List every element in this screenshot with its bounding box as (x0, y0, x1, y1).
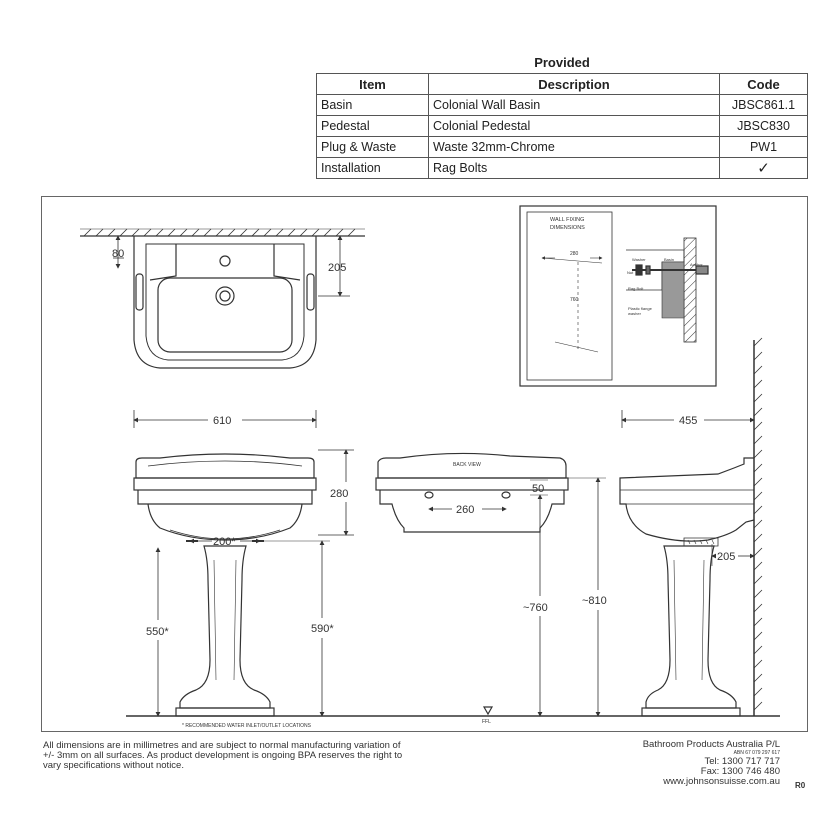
cell-item: Installation (317, 158, 429, 179)
ffl-label: FFL (482, 719, 491, 725)
column-header-code: Code (720, 74, 808, 95)
cell-code: PW1 (720, 137, 808, 158)
dim-200: 200* (213, 536, 236, 548)
plastic-flange-label-2: washer (628, 311, 641, 316)
cell-description: Colonial Pedestal (429, 116, 720, 137)
dim-455: 455 (679, 415, 698, 427)
dim-280: 280 (330, 488, 349, 500)
revision-label: R0 (795, 781, 806, 790)
column-header-description: Description (429, 74, 720, 95)
wall-fixing-title: WALL FIXING (550, 217, 585, 223)
plastic-flange-label: Plastic flange (628, 306, 652, 311)
cell-description: Waste 32mm-Chrome (429, 137, 720, 158)
dim-550: 550* (146, 626, 169, 638)
washer-label: Washer (632, 257, 646, 262)
anchor-label: Anchor (690, 262, 703, 267)
dim-610: 610 (213, 415, 232, 427)
company-name: Bathroom Products Australia P/L (642, 739, 780, 750)
dim-205-top: 205 (328, 262, 347, 274)
company-info (600, 740, 780, 787)
wall-fixing-760: 760 (570, 297, 579, 303)
disclaimer-line: vary specifications without notice. (43, 760, 184, 771)
dim-260: 260 (456, 504, 475, 516)
cell-item: Pedestal (317, 116, 429, 137)
cell-item: Basin (317, 95, 429, 116)
back-view (376, 453, 606, 716)
cell-description: Rag Bolts (429, 158, 720, 179)
dim-590: 590* (311, 623, 334, 635)
cell-code: JBSC830 (720, 116, 808, 137)
cell-description: Colonial Wall Basin (429, 95, 720, 116)
cell-item: Plug & Waste (317, 137, 429, 158)
checkmark-icon: ✓ (720, 158, 808, 179)
dim-80: 80 (112, 248, 125, 260)
provided-title: Provided (534, 55, 590, 70)
column-header-item: Item (317, 74, 429, 95)
disclaimer-line: +/- 3mm on all surfaces. As product development is ongoing BPA reserves the right to (43, 750, 403, 761)
cell-code: JBSC861.1 (720, 95, 808, 116)
back-view-label: BACK VIEW (453, 462, 481, 468)
disclaimer (43, 741, 463, 771)
dim-810: ~810 (582, 595, 607, 607)
company-fax: Fax: 1300 746 480 (700, 766, 780, 777)
recommended-note: * RECOMMENDED WATER INLET/OUTLET LOCATIONS (182, 723, 311, 729)
rag-bolt-label: Rag Bolt (628, 286, 644, 291)
dim-205-side: 205 (717, 551, 736, 563)
side-view (620, 338, 762, 716)
disclaimer-line: All dimensions are in millimetres and are subject to normal manufacturing variation of (43, 740, 401, 751)
nut-label: Nut (627, 270, 634, 275)
basin-label: Basin (664, 257, 675, 262)
company-tel: Tel: 1300 717 717 (704, 756, 780, 767)
company-web: www.johnsonsuisse.com.au (663, 776, 780, 787)
wall-fixing-inset (520, 206, 716, 386)
wall-fixing-subtitle: DIMENSIONS (550, 225, 585, 231)
dim-50: 50 (532, 483, 545, 495)
company-abn: ABN 67 079 297 617 (733, 750, 780, 756)
wall-fixing-280: 280 (570, 251, 579, 257)
dim-760: ~760 (523, 602, 548, 614)
front-view (126, 410, 780, 716)
